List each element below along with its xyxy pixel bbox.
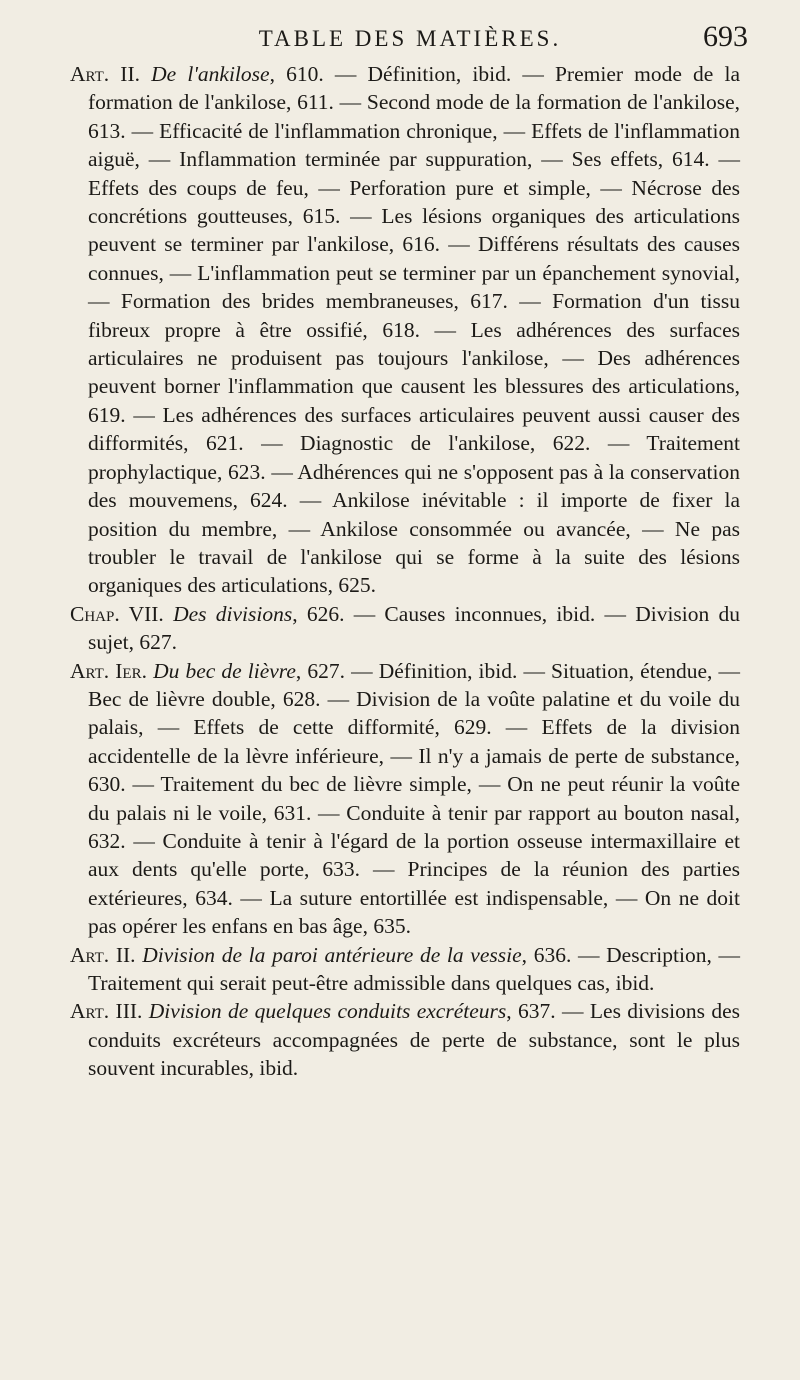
entry-label: Art. II.	[70, 942, 136, 967]
entry-heading: Des divisions	[173, 601, 293, 626]
page-number: 693	[703, 20, 748, 53]
entry-label: Art. II.	[70, 62, 140, 86]
entry-heading: Division de quelques conduits excréteurs	[148, 999, 507, 1024]
toc-entry	[70, 941, 740, 998]
table-of-contents-body	[70, 60, 740, 1083]
entry-text: , 610. — Définition, ibid. — Premier mode de la formation de l'ankilose, 611. — Second mode de la formation de l'ankilose, 613. — Efficacité de l'inflammation chronique, — Effets de l'inflammation aiguë, — Inflammation terminée par suppuration, — Ses effets, 614. — Effets des coups de feu, — Perforation pure et simple, — Nécrose des concrétions goutteuses, 615. — Les lésions organiques des articulations peuvent se terminer par l'ankilose, 616. — Différens résultats des causes connues, — L'inflammation peut se terminer par un épanchement synovial, — Formation des brides membraneuses, 617. — Formation d'un tissu fibreux propre à être ossifié, 618. — Les adhérences des surfaces articulaires ne produisent pas toujours l'ankilose, — Des adhérences peuvent borner l'inflammation que causent les blessures des articulations, 619. — Les adhérences des surfaces articulaires peuvent aussi causer des difformités, 621. — Diagnostic de l'ankilose, 622. — Traitement prophylactique, 623. — Adhérences qui ne s'opposent pas à la conservation des mouvemens, 624. — Ankilose inévitable : il importe de fixer la position du membre, — Ankilose consommée ou avancée, — Ne pas troubler le travail de l'ankilose qui se forme à la suite des lésions organiques des articulations, 625.	[88, 62, 741, 598]
entry-label: Art. III.	[70, 999, 143, 1024]
entry-heading: Division de la paroi antérieure de la vessie	[142, 942, 522, 967]
entry-text: , 627. — Définition, ibid. — Situation, étendue, — Bec de lièvre double, 628. — Division de la voûte palatine et du voile du palais, — Effets de cette difformité, 629. — Effets de la division accidentelle de la lèvre inférieure, — Il n'y a jamais de perte de substance, 630. — Traitement du bec de lièvre simple, — On ne peut réunir la voûte du palais ni le voile, 631. — Conduite à tenir par rapport au bouton nasal, 632. — Conduite à tenir à l'égard de la portion osseuse intermaxillaire et aux dents qu'elle porte, 633. — Principes de la réunion des parties extérieures, 634. — La suture entortillée est indispensable, — On ne doit pas opérer les enfans en bas âge, 635.	[88, 658, 740, 939]
toc-entry	[70, 997, 740, 1082]
running-head	[60, 18, 760, 58]
entry-heading: De l'ankilose	[151, 62, 270, 86]
toc-entry	[70, 657, 740, 941]
entry-label: Chap. VII.	[70, 601, 164, 626]
entry-text: , 636. — Description, — Traitement qui serait peut-être admissible dans quelques cas, ibid.	[88, 942, 741, 995]
entry-text: , 626. — Causes inconnues, ibid. — Division du sujet, 627.	[88, 601, 741, 655]
entry-heading: Du bec de lièvre	[153, 658, 296, 683]
entry-text: , 637. — Les divisions des conduits excréteurs accompagnées de perte de substance, sont le plus souvent incurables, ibid.	[88, 999, 740, 1081]
entry-label: Art. Ier.	[70, 658, 147, 683]
running-title: TABLE DES MATIÈRES.	[258, 26, 562, 51]
toc-entry	[70, 600, 740, 657]
toc-entry	[70, 60, 740, 600]
